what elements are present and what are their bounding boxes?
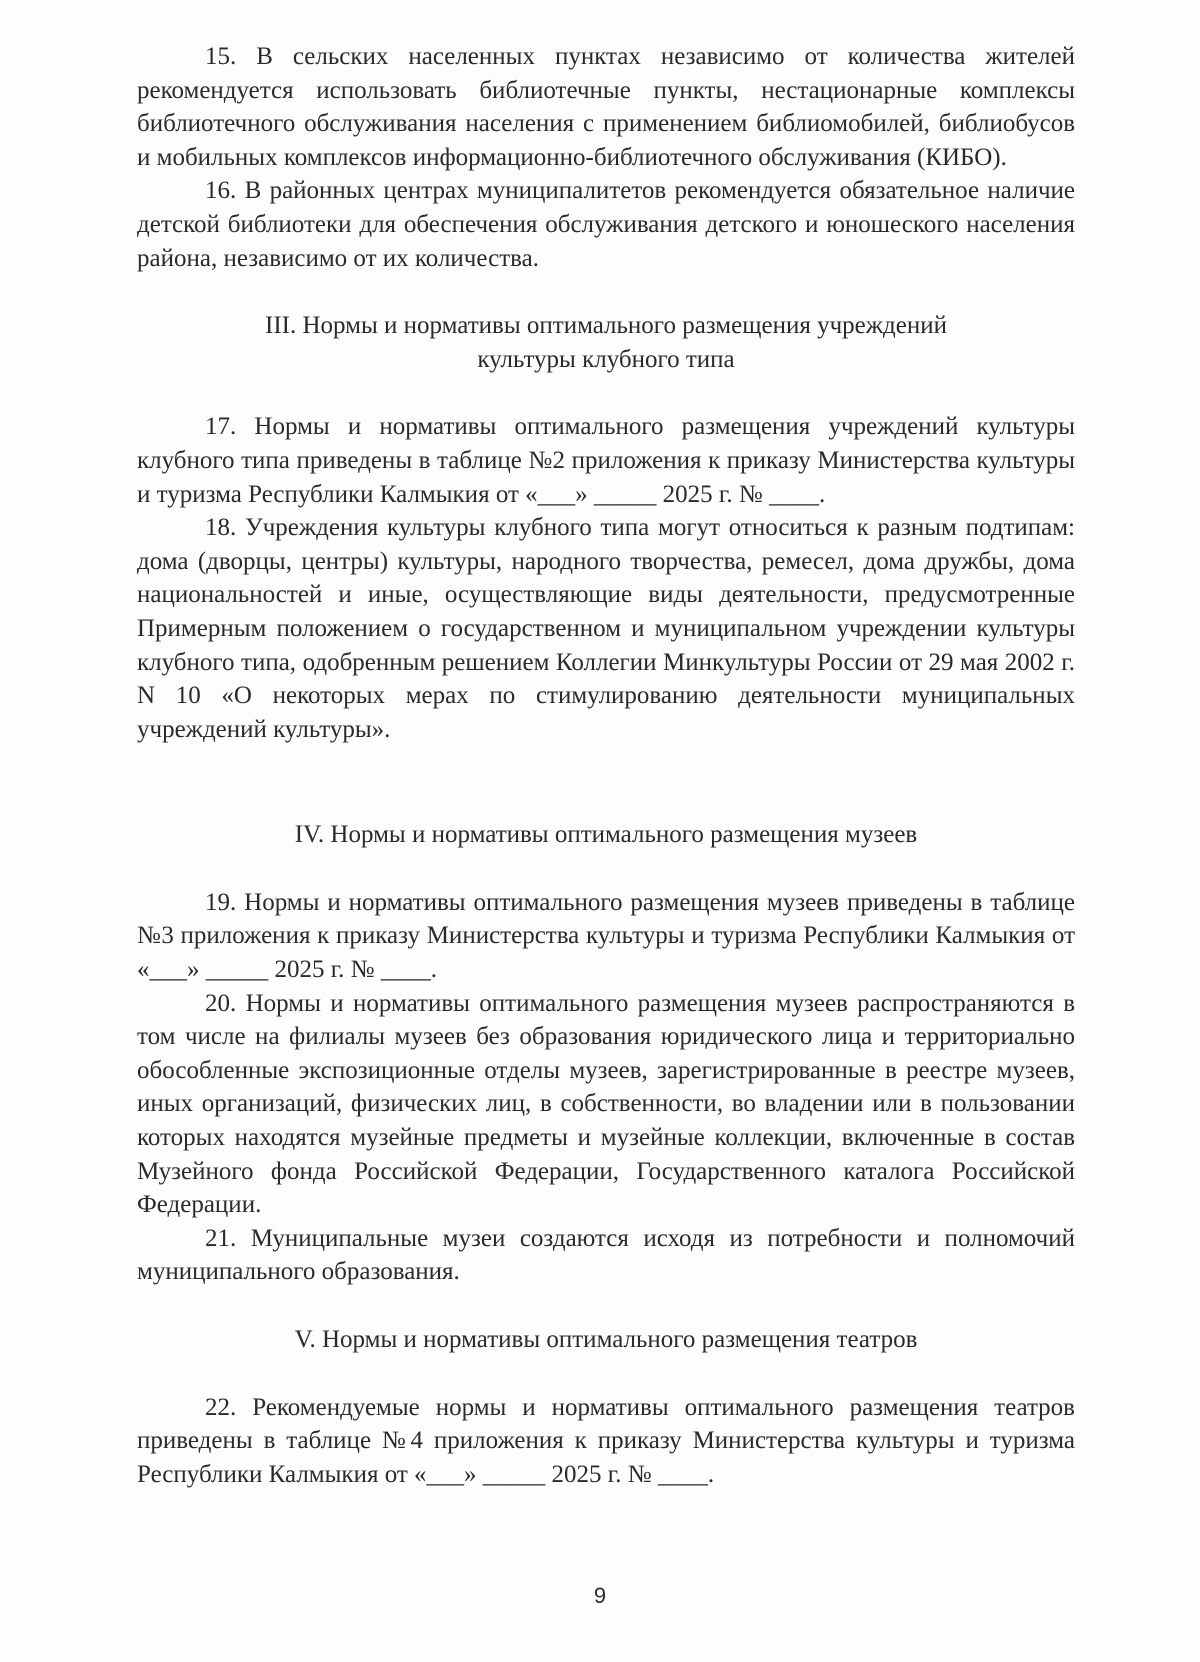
document-body — [137, 40, 1075, 1491]
paragraph-20: 20. Нормы и нормативы оптимального размещения музеев распространяются в том числе на филиалы музеев без образования юридического лица и территориально обособленные экспозиционные отделы музеев, зарегистрированные в реестре музеев, иных организаций, физических лиц, в собственности, во владении или в пользовании которых находятся музейные предметы и музейные коллекции, включенные в состав Музейного фонда Российской Федерации, Государственного каталога Российской Федерации. — [137, 989, 1075, 1219]
page-number: 9 — [593, 1583, 607, 1608]
paragraph-16: 16. В районных центрах муниципалитетов рекомендуется обязательное наличие детской библиотеки для обеспечения обслуживания детского и юношеского населения района, независимо от их количества. — [137, 177, 1075, 272]
paragraph-21: 21. Муниципальные музеи создаются исходя из потребности и полномочий муниципального образования. — [137, 1224, 1075, 1286]
spacer — [137, 1289, 1075, 1323]
paragraph-15: 15. В сельских населенных пунктах независимо от количества жителей рекомендуется использовать библиотечные пункты, нестационарные комплексы библиотечного обслуживания населения с применением библиомобилей, библиобусов и мобильных комплексов информационно-библиотечного обслуживания (КИБО). — [137, 43, 1075, 171]
paragraph-19: 19. Нормы и нормативы оптимального размещения музеев приведены в таблице №3 приложения к приказу Министерства культуры и туризма Республики Калмыкия от «___» _____ 2025 г. № ____. — [137, 888, 1075, 984]
spacer — [137, 852, 1075, 886]
section-4-heading: IV. Нормы и нормативы оптимального размещения музеев — [294, 821, 918, 849]
spacer — [137, 1357, 1075, 1391]
paragraph-22: 22. Рекомендуемые нормы и нормативы оптимального размещения театров приведены в таблице №4 приложения к приказу Министерства культуры и туризма Республики Калмыкия от «___» _____ 2025 г. № ____. — [137, 1393, 1075, 1488]
section-5-heading: V. Нормы и нормативы оптимального размещения театров — [294, 1326, 918, 1353]
paragraph-17: 17. Нормы и нормативы оптимального размещения учреждений культуры клубного типа приведены в таблице №2 приложения к приказу Министерства культуры и туризма Республики Калмыкия от «___» _____ 2025 г. № ____. — [137, 413, 1075, 508]
section-3-heading-line-2: культуры клубного типа — [477, 345, 735, 373]
spacer — [137, 376, 1075, 410]
paragraph-18: 18. Учреждения культуры клубного типа могут относиться к разным подтипам: дома (дворцы, центры) культуры, народного творчества, ремесел, дома дружбы, дома национальностей и иные, осуществляющие виды деятельности, предусмотренные Примерным положением о государственном и муниципальном учреждении культуры клубного типа, одобренным решением Коллегии Минкультуры России от 29 мая 2002 г. N 10 «О некоторых мерах по стимулированию деятельности муниципальных учреждений культуры». — [137, 514, 1075, 743]
section-3-heading-line-1: III. Нормы и нормативы оптимального размещения учреждений — [265, 312, 947, 340]
spacer — [137, 746, 1075, 818]
section-3-heading — [137, 309, 1075, 376]
spacer — [137, 275, 1075, 309]
